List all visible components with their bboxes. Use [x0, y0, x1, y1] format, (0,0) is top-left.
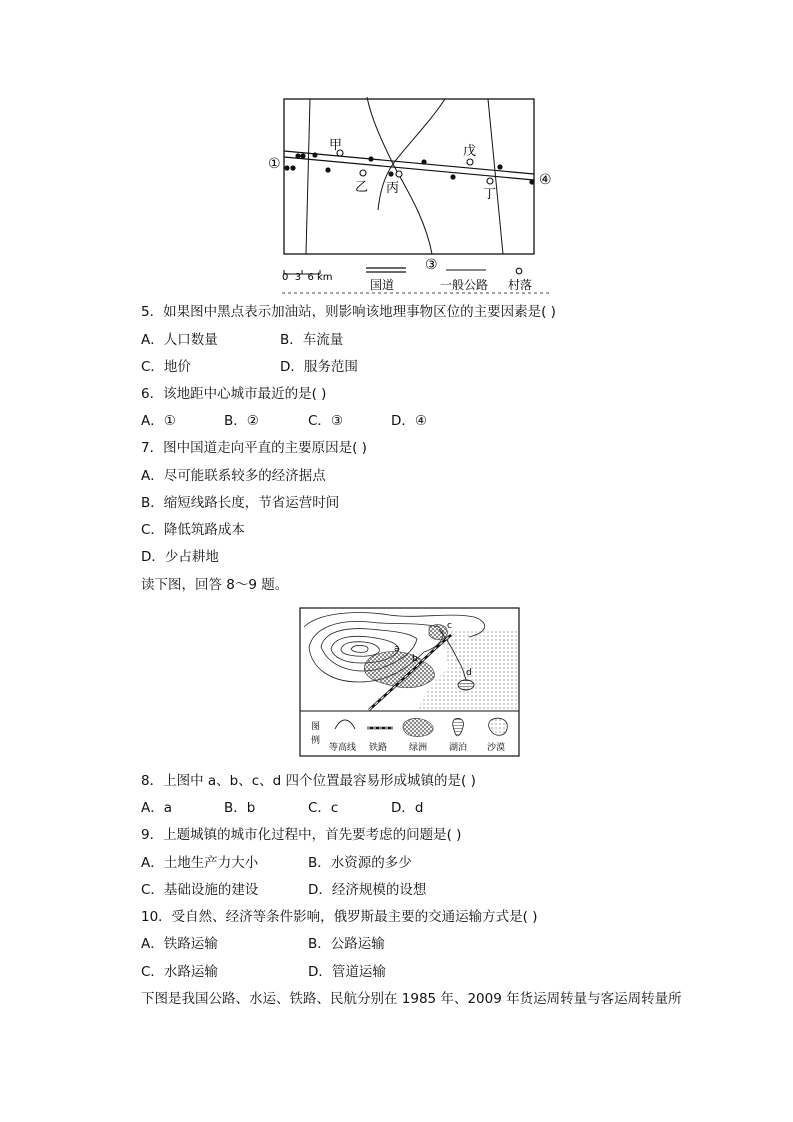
scale-label: 0 3 6 km — [282, 272, 333, 283]
q7-option-c[interactable]: C．降低筑路成本 — [141, 522, 245, 538]
point-b: b — [412, 654, 418, 664]
place-jia: 甲 — [329, 138, 343, 153]
legend-oasis-label: 绿洲 — [409, 743, 428, 753]
q7-stem: 7．图中国道走向平直的主要原因是( ) — [141, 440, 367, 456]
q10-option-a[interactable]: A．铁路运输 — [141, 936, 218, 952]
legend-title-char-1: 图 — [311, 722, 321, 732]
q7-option-b[interactable]: B．缩短线路长度，节省运营时间 — [141, 495, 340, 511]
national-road-line-a — [284, 151, 534, 174]
marker-4-label: ④ — [539, 172, 552, 188]
q9-option-d[interactable]: D．经济规模的设想 — [308, 882, 427, 898]
q9-stem: 9．上题城镇的城市化过程中，首先要考虑的问题是( ) — [141, 827, 462, 843]
q7-option-d[interactable]: D．少占耕地 — [141, 549, 219, 565]
q6-option-a[interactable]: A．① — [141, 413, 176, 429]
legend-railway-label: 铁路 — [369, 743, 388, 753]
point-a: a — [394, 644, 400, 654]
q9-option-a[interactable]: A．土地生产力大小 — [141, 855, 259, 871]
q10-option-b[interactable]: B．公路运输 — [308, 936, 385, 952]
place-wu: 戊 — [463, 144, 477, 159]
q5-option-d[interactable]: D．服务范围 — [280, 359, 358, 375]
q10-option-c[interactable]: C．水路运输 — [141, 964, 218, 980]
ordinary-road-west — [306, 99, 310, 254]
q5-option-c[interactable]: C．地价 — [141, 359, 191, 375]
q6-stem: 6．该地距中心城市最近的是( ) — [141, 386, 327, 402]
legend-village-label: 村落 — [508, 278, 533, 292]
q6-option-c[interactable]: C．③ — [308, 413, 344, 429]
q6-option-b[interactable]: B．② — [224, 413, 259, 429]
legend-title-char-2: 例 — [311, 736, 321, 746]
q6-option-d[interactable]: D．④ — [391, 413, 427, 429]
legend-national-road-label: 国道 — [370, 278, 395, 292]
place-bing: 丙 — [386, 181, 400, 196]
q8-stem: 8．上图中 a、b、c、d 四个位置最容易形成城镇的是( ) — [141, 773, 476, 789]
marker-3-label: ③ — [425, 257, 438, 273]
oasis-map-figure — [299, 607, 521, 759]
q7-option-a[interactable]: A．尽可能联系较多的经济据点 — [141, 468, 326, 484]
oasis-north — [429, 625, 447, 640]
road-map-figure — [260, 92, 560, 297]
place-ding: 丁 — [483, 187, 497, 202]
q9-option-c[interactable]: C．基础设施的建设 — [141, 882, 259, 898]
place-yi: 乙 — [355, 180, 369, 195]
intro-8-9: 读下图，回答 8～9 题。 — [141, 577, 289, 593]
q8-option-d[interactable]: D．d — [391, 800, 424, 816]
q5-option-b[interactable]: B．车流量 — [280, 332, 344, 348]
tail-paragraph: 下图是我国公路、水运、铁路、民航分别在 1985 年、2009 年货运周转量与客运周转量所 — [141, 991, 682, 1007]
lake — [458, 680, 474, 690]
q8-option-b[interactable]: B．b — [224, 800, 256, 816]
q8-option-a[interactable]: A．a — [141, 800, 173, 816]
q5-option-a[interactable]: A．人口数量 — [141, 332, 218, 348]
q5-stem: 5．如果图中黑点表示加油站，则影响该地理事物区位的主要因素是( ) — [141, 304, 556, 320]
q9-option-b[interactable]: B．水资源的多少 — [308, 855, 412, 871]
legend-ordinary-road-label: 一般公路 — [440, 278, 489, 292]
q8-option-c[interactable]: C．c — [308, 800, 339, 816]
point-c: c — [447, 621, 452, 631]
legend-desert-label: 沙漠 — [487, 743, 506, 753]
q10-option-d[interactable]: D．管道运输 — [308, 964, 386, 980]
legend-contour-label: 等高线 — [329, 743, 357, 753]
point-d: d — [466, 668, 472, 678]
legend-lake-label: 湖泊 — [449, 743, 468, 753]
legend-village-symbol — [516, 268, 522, 274]
q10-stem: 10．受自然、经济等条件影响，俄罗斯最主要的交通运输方式是( ) — [141, 909, 538, 925]
national-road-line-b — [284, 157, 534, 180]
marker-1-label: ① — [268, 156, 281, 172]
